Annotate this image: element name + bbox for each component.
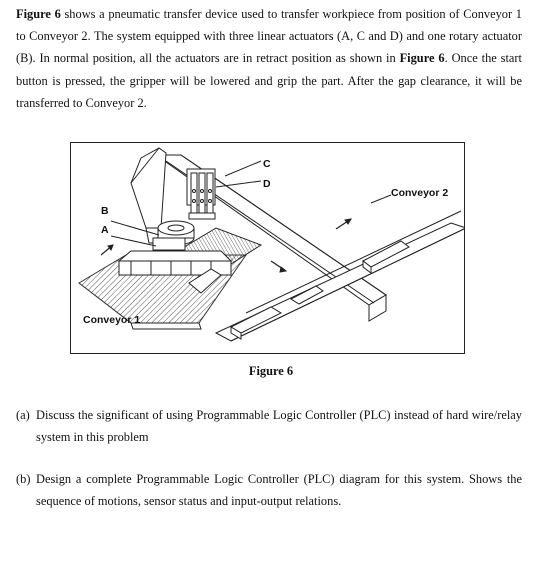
question-a-marker: (a) bbox=[16, 408, 30, 422]
label-c: C bbox=[263, 158, 271, 170]
intro-paragraph bbox=[16, 3, 522, 114]
label-conveyor-2: Conveyor 2 bbox=[391, 187, 449, 199]
intro-text-1: shows a pneumatic transfer device used to transfer workpiece from position of Conveyor 1 to Conveyor 2. The system equipped with three linear actuators (A, C and D) and one rotary actuator (B). In normal position, all the actuators are in retract position as shown in bbox=[16, 7, 522, 66]
figure-6-illustration bbox=[70, 142, 465, 354]
figure-caption: Figure 6 bbox=[248, 364, 294, 378]
question-b bbox=[16, 468, 522, 512]
label-d: D bbox=[263, 178, 271, 190]
figure-ref-inline-bold: Figure 6 bbox=[399, 51, 445, 66]
question-a-text: Discuss the significant of using Programmable Logic Controller (PLC) instead of hard wire/relay system in this problem bbox=[36, 408, 522, 444]
intro-text-2: . Once the start button is pressed, the gripper will be lowered and grip the part. After the gap clearance, it will be transferred to Conveyor 2. bbox=[16, 51, 522, 110]
question-b-marker: (b) bbox=[16, 472, 31, 486]
label-b: B bbox=[101, 205, 109, 217]
question-a bbox=[16, 404, 522, 448]
figure-ref-bold: Figure 6 bbox=[16, 7, 61, 21]
question-b-text: Design a complete Programmable Logic Controller (PLC) diagram for this system. Shows the sequence of motions, sensor status and input-output relations. bbox=[36, 472, 522, 508]
label-a: A bbox=[101, 224, 109, 236]
label-conveyor-1: Conveyor 1 bbox=[83, 314, 141, 326]
